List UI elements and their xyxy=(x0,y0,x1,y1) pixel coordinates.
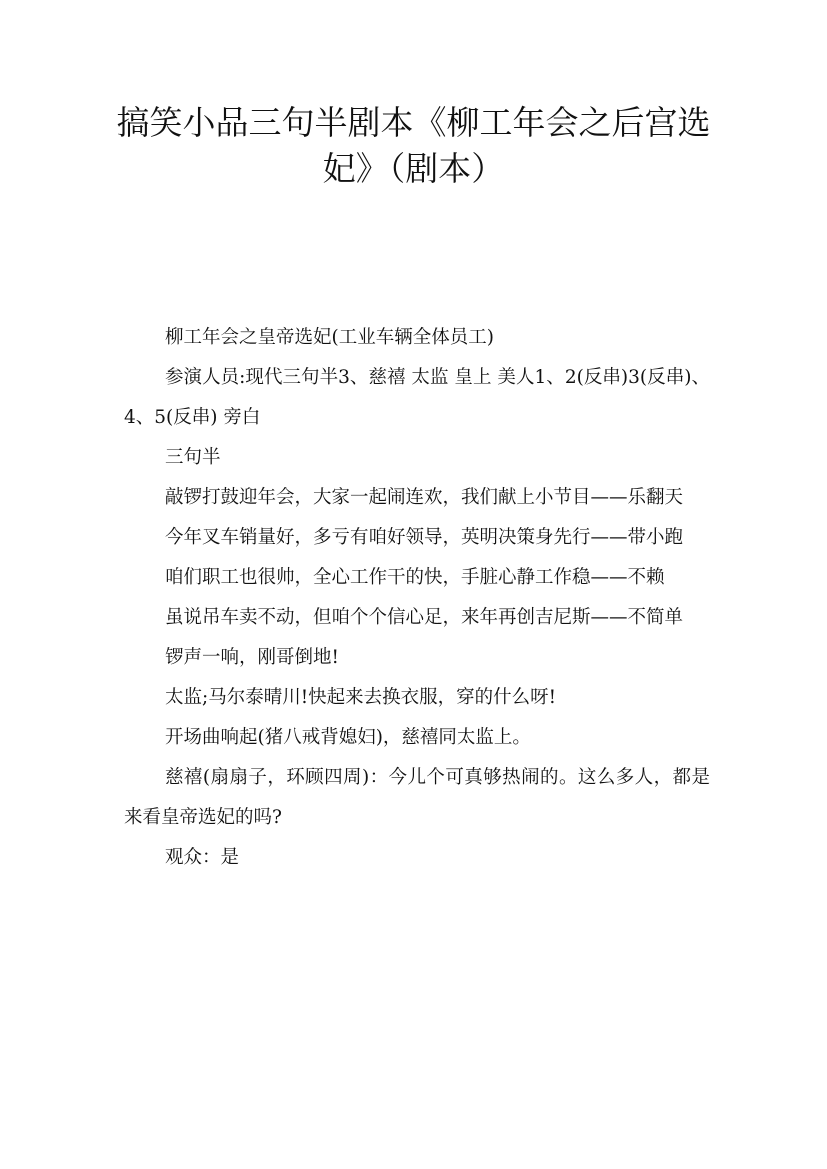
paragraph: 开场曲响起(猪八戒背媳妇)，慈禧同太监上。 xyxy=(165,727,531,748)
paragraph: 敲锣打鼓迎年会，大家一起闹连欢，我们献上小节目——乐翻天 xyxy=(165,487,684,508)
paragraph: 今年叉车销量好，多亏有咱好领导，英明决策身先行——带小跑 xyxy=(165,527,684,548)
document-title: 搞笑小品三句半剧本《柳工年会之后宫选妃》（剧本） xyxy=(116,103,711,188)
paragraph: 柳工年会之皇帝选妃(工业车辆全体员工) xyxy=(165,327,494,348)
paragraph: 虽说吊车卖不动，但咱个个信心足，来年再创吉尼斯——不简单 xyxy=(165,607,684,628)
paragraph: 三句半 xyxy=(165,447,221,468)
paragraph: 慈禧(扇扇子，环顾四周)：今儿个可真够热闹的。这么多人，都是来看皇帝选妃的吗? xyxy=(124,767,710,828)
paragraph: 参演人员:现代三句半3、慈禧 太监 皇上 美人1、2(反串)3(反串)、4、5(反串) 旁白 xyxy=(124,367,710,428)
document-body xyxy=(124,318,710,878)
paragraph: 锣声一响，刚哥倒地! xyxy=(165,647,339,668)
paragraph: 观众：是 xyxy=(165,847,240,868)
paragraph: 太监;马尔泰晴川!快起来去换衣服，穿的什么呀! xyxy=(165,687,557,708)
paragraph: 咱们职工也很帅，全心工作干的快，手脏心静工作稳——不赖 xyxy=(165,567,665,588)
